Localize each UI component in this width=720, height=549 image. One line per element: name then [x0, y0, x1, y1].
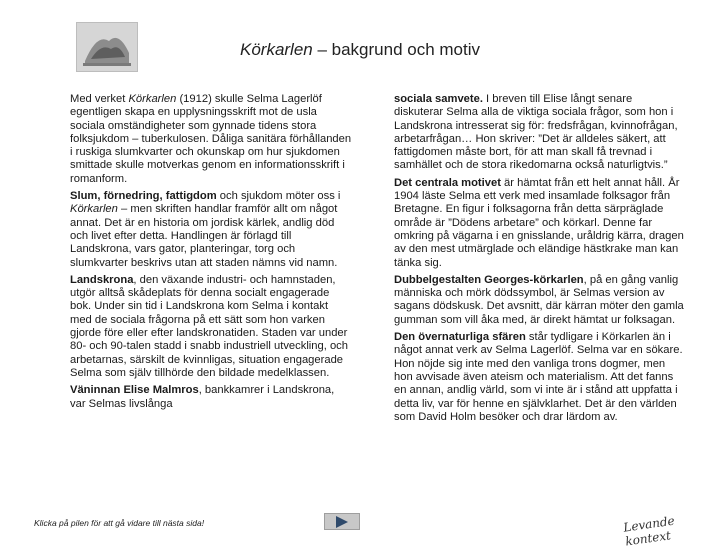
brand-logo: Levande kontext [622, 513, 676, 549]
text-run: , bankkamrer i Landskrona, var Selmas livslånga [70, 384, 335, 410]
left-column [70, 93, 352, 415]
left-paragraph-2 [70, 190, 352, 270]
text-run: är hämtat från ett helt annat håll. År 1904 läste Selma ett verk med insamlade folksagor från Bretagne. En figur i folksagorna från detta särpräglade område är ”Dödens arbetare” och körkarl. Denne far omkring på vägarna i en gnisslande, uråldrig kärra, dragen av den mest utmärglade och eländige hästkrake man kan tänka sig. [394, 176, 684, 269]
paragraph-lead: Det centrala motivet [394, 176, 501, 189]
paragraph-lead: sociala samvete. [394, 93, 483, 105]
text-run: , den växande industri- och hamnstaden, utgör alltså skådeplats för denna socialt engagerade bok. Under sin tid i Landskrona kom Selma i kontakt med de sociala frågorna på ett sätt som hon varken gjorde före eller efter landskronatiden. Staden var under 80- och 90-talen stadd i snabb industriell utveckling, och arbetarnas, särskilt de kvinnligas, situation engagerade Selma som själv tillhörde den bildade medelklassen. [70, 273, 348, 379]
paragraph-lead: Den övernaturliga sfären [394, 331, 526, 344]
text-run: (1912) skulle Selma Lagerlöf egentligen skapa en upplysningsskrift mot de usla sociala omständigheter som gynnade tidens stora folksjukdom – tuberkulosen. Dåliga sanitära förhållanden i ruskiga slumkvarter och okunskap om hur sjukdomen smittade skulle motverkas genom en informationsskrift i romanform. [70, 93, 352, 185]
right-column [394, 93, 684, 428]
right-paragraph-1 [394, 93, 684, 173]
paragraph-lead: Dubbelgestalten Georges-körkarlen [394, 273, 584, 286]
right-paragraph-3 [394, 274, 684, 327]
left-paragraph-1 [70, 93, 352, 186]
work-title: Körkarlen [128, 93, 177, 105]
page-title [0, 40, 720, 60]
footer-instruction: Klicka på pilen för att gå vidare till nästa sida! [34, 518, 205, 528]
right-paragraph-4 [394, 331, 684, 424]
left-paragraph-3 [70, 274, 352, 380]
page-title-rest: – bakgrund och motiv [312, 40, 481, 59]
text-run: och sjukdom möter oss i [216, 190, 341, 203]
text-run: – men skriften handlar framför allt om något annat. Det är en historia om jordisk kärlek, andlig död och livet efter detta. Handlingen är förlagd till Landskrona, vars gator, planteringar, torg och slumkvarter beskrivs utan att staden nämns vid namn. [70, 203, 338, 269]
next-page-button[interactable] [324, 513, 360, 530]
left-paragraph-4 [70, 384, 352, 411]
text-run: Med verket [70, 93, 129, 105]
page-title-italic: Körkarlen [239, 40, 313, 59]
play-arrow-icon [335, 516, 349, 528]
paragraph-lead: Landskrona [70, 273, 134, 286]
text-run: , på en gång vanlig människa och mörk dödssymbol, är Selmas version av sagans dödskusk. Det avsnitt, där kärran möter den gamla gumman som vill åka med, är direkt hämtat ur folksagan. [394, 273, 684, 326]
right-paragraph-2 [394, 177, 684, 270]
paragraph-lead: Slum, förnedring, fattigdom [70, 190, 217, 203]
work-title: Körkarlen [70, 203, 118, 216]
paragraph-lead: Väninnan Elise Malmros [70, 384, 199, 397]
text-run: I breven till Elise långt senare diskuterar Selma alla de viktiga sociala frågor, som hon i Landskrona intresserat sig för: fredsfrågan, kvinnofrågan, arbetarfrågan… Hon skriver: ”Det är alldeles säkert, att fattigdomen måste bort, för att man skall få trevnad i samhället och de stora rikedomarna också naturligtvis.” [394, 93, 678, 172]
text-run: står tydligare i Körkarlen än i något annat verk av Selma Lagerlöf. Selma var en sökare. Hon nöjde sig inte med den vanliga trons dogmer, men hon avvisade även ateism och materialism. Att det fanns en annan, andlig värld, som vi inte är i stånd att uppfatta i detta liv, var för henne en självklarhet. Det är den världen som David Holm besöker och drar lärdom av. [394, 331, 683, 423]
